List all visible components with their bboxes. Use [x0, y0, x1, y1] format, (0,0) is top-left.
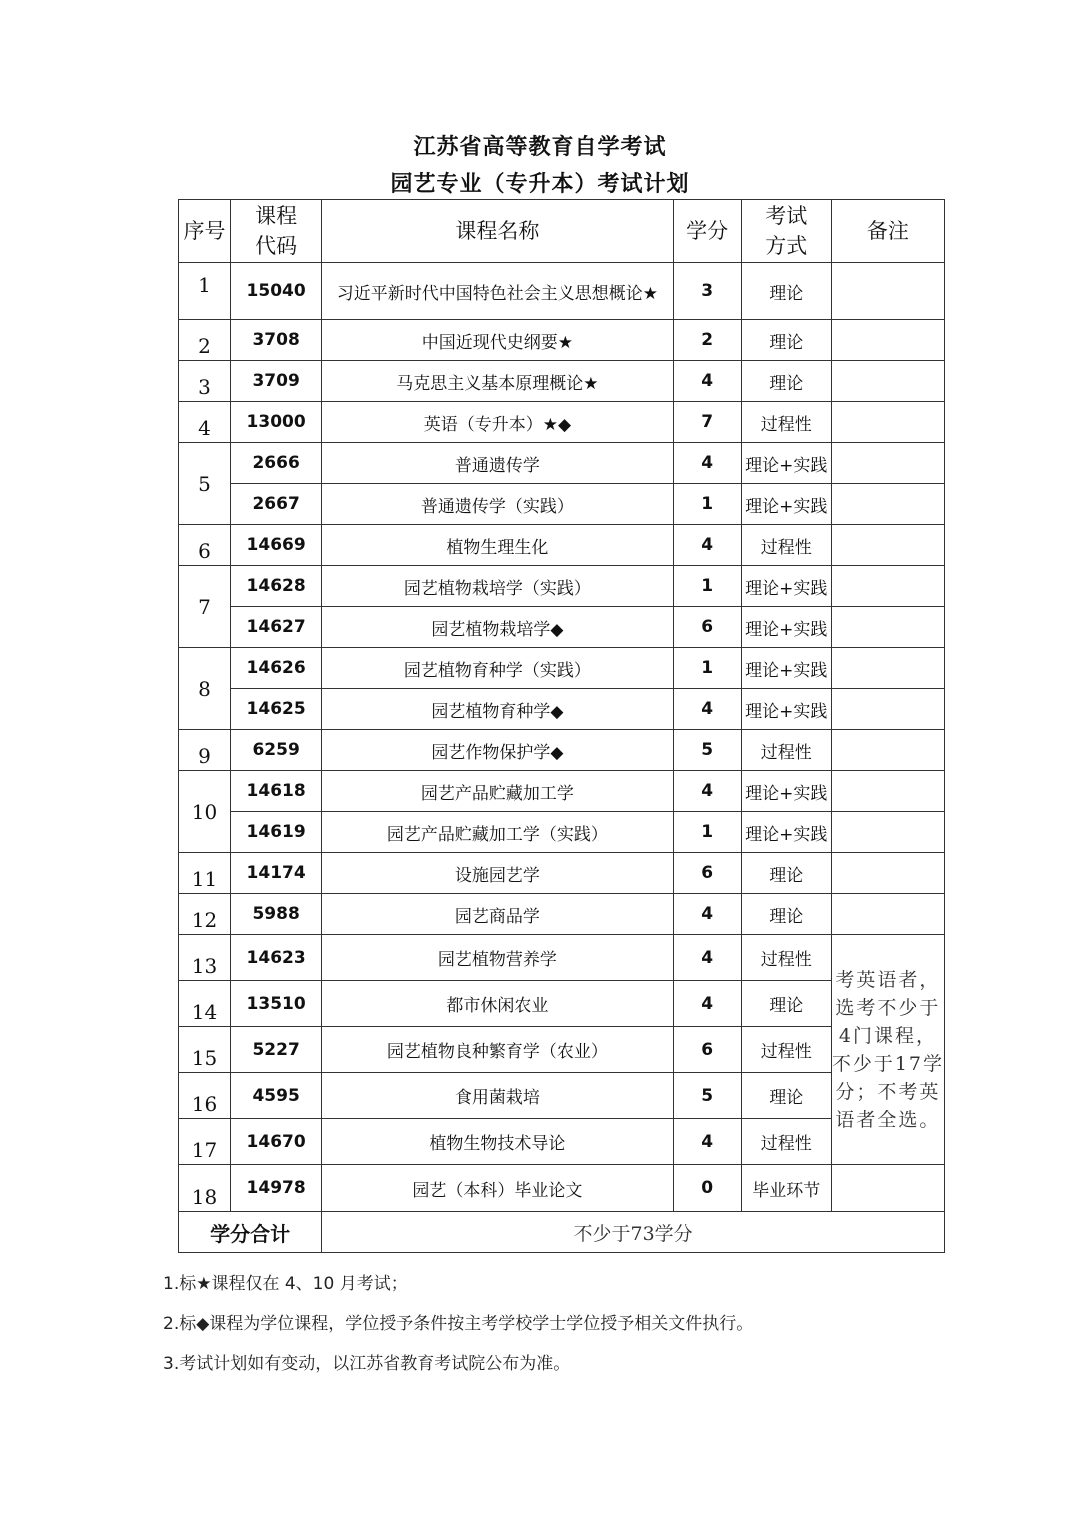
exam-mode: 理论 [741, 853, 831, 894]
table-row [179, 771, 945, 812]
course-code: 14627 [231, 607, 322, 648]
course-credit: 2 [673, 320, 741, 361]
course-credit: 4 [673, 935, 741, 981]
course-credit: 1 [673, 648, 741, 689]
course-code: 3708 [231, 320, 322, 361]
table-row [179, 361, 945, 402]
exam-mode: 毕业环节 [741, 1165, 831, 1212]
table-row [179, 1073, 945, 1119]
seq-cell: 6 [179, 525, 231, 566]
header-code [231, 200, 322, 263]
exam-mode: 过程性 [741, 1027, 831, 1073]
note-cell-empty [831, 853, 944, 894]
course-name: 英语（专升本）★◆ [322, 402, 673, 443]
table-row [179, 812, 945, 853]
seq-cell: 3 [179, 361, 231, 402]
course-code: 5988 [231, 894, 322, 935]
note-cell-empty [831, 607, 944, 648]
course-code: 3709 [231, 361, 322, 402]
seq-cell: 18 [179, 1165, 231, 1212]
table-row [179, 443, 945, 484]
seq-cell: 15 [179, 1027, 231, 1073]
header-name: 课程名称 [322, 200, 673, 263]
header-mode-line1: 考试 [765, 204, 808, 228]
note-cell-empty [831, 443, 944, 484]
course-credit: 4 [673, 981, 741, 1027]
course-name: 园艺植物栽培学（实践） [322, 566, 673, 607]
course-credit: 4 [673, 525, 741, 566]
header-credit: 学分 [673, 200, 741, 263]
header-code-line2: 代码 [255, 234, 298, 258]
course-credit: 1 [673, 812, 741, 853]
course-code: 14619 [231, 812, 322, 853]
note-cell-empty [831, 730, 944, 771]
course-name: 园艺植物营养学 [322, 935, 673, 981]
table-row [179, 263, 945, 320]
course-credit: 3 [673, 263, 741, 320]
table-row [179, 525, 945, 566]
course-credit: 4 [673, 361, 741, 402]
course-name: 食用菌栽培 [322, 1073, 673, 1119]
course-code: 14978 [231, 1165, 322, 1212]
course-name: 园艺商品学 [322, 894, 673, 935]
course-credit: 0 [673, 1165, 741, 1212]
course-credit: 1 [673, 484, 741, 525]
course-credit: 4 [673, 443, 741, 484]
footnote-star: 1.标★课程仅在 4、10 月考试； [163, 1274, 408, 1294]
seq-cell: 17 [179, 1119, 231, 1165]
exam-mode: 过程性 [741, 730, 831, 771]
course-code: 14174 [231, 853, 322, 894]
exam-mode: 过程性 [741, 935, 831, 981]
exam-mode: 理论 [741, 361, 831, 402]
course-name: 园艺产品贮藏加工学（实践） [322, 812, 673, 853]
elective-note: 考英语者，选考不少于4门课程，不少于17学分；不考英语者全选。 [831, 935, 944, 1165]
course-code: 14669 [231, 525, 322, 566]
header-note: 备注 [831, 200, 944, 263]
course-name: 园艺产品贮藏加工学 [322, 771, 673, 812]
course-credit: 5 [673, 1073, 741, 1119]
header-row [179, 200, 945, 263]
course-name: 马克思主义基本原理概论★ [322, 361, 673, 402]
course-code: 14623 [231, 935, 322, 981]
seq-cell: 13 [179, 935, 231, 981]
note-cell-empty [831, 648, 944, 689]
exam-plan-table [178, 199, 945, 1253]
course-name: 园艺（本科）毕业论文 [322, 1165, 673, 1212]
exam-mode: 理论+实践 [741, 771, 831, 812]
course-name: 都市休闲农业 [322, 981, 673, 1027]
note-cell-empty [831, 484, 944, 525]
course-credit: 4 [673, 894, 741, 935]
course-credit: 4 [673, 771, 741, 812]
course-name: 园艺作物保护学◆ [322, 730, 673, 771]
course-credit: 7 [673, 402, 741, 443]
course-code: 2666 [231, 443, 322, 484]
exam-mode: 过程性 [741, 525, 831, 566]
total-value: 不少于73学分 [322, 1212, 945, 1253]
note-cell-empty [831, 566, 944, 607]
note-cell-empty [831, 812, 944, 853]
course-name: 植物生物技术导论 [322, 1119, 673, 1165]
course-code: 14626 [231, 648, 322, 689]
exam-mode: 理论 [741, 320, 831, 361]
course-code: 4595 [231, 1073, 322, 1119]
exam-mode: 理论+实践 [741, 443, 831, 484]
note-cell-empty [831, 263, 944, 320]
exam-mode: 理论+实践 [741, 689, 831, 730]
page-subtitle: 园艺专业（专升本）考试计划 [390, 172, 690, 197]
course-name: 中国近现代史纲要★ [322, 320, 673, 361]
seq-cell: 4 [179, 402, 231, 443]
table-row [179, 853, 945, 894]
total-row [179, 1212, 945, 1253]
course-credit: 1 [673, 566, 741, 607]
exam-mode: 理论 [741, 263, 831, 320]
course-credit: 4 [673, 1119, 741, 1165]
course-code: 14625 [231, 689, 322, 730]
seq-cell: 5 [179, 443, 231, 525]
course-code: 13000 [231, 402, 322, 443]
exam-mode: 理论+实践 [741, 812, 831, 853]
table-row [179, 607, 945, 648]
note-cell-empty [831, 689, 944, 730]
course-code: 14628 [231, 566, 322, 607]
exam-mode: 理论+实践 [741, 484, 831, 525]
seq-cell: 14 [179, 981, 231, 1027]
seq-cell: 2 [179, 320, 231, 361]
table-row [179, 320, 945, 361]
seq-cell: 12 [179, 894, 231, 935]
course-code: 14618 [231, 771, 322, 812]
exam-mode: 理论+实践 [741, 648, 831, 689]
exam-mode: 过程性 [741, 1119, 831, 1165]
page-title: 江苏省高等教育自学考试 [413, 135, 667, 160]
table-row [179, 484, 945, 525]
exam-mode: 理论 [741, 981, 831, 1027]
table-row [179, 935, 945, 981]
course-credit: 6 [673, 1027, 741, 1073]
header-seq: 序号 [179, 200, 231, 263]
seq-cell: 8 [179, 648, 231, 730]
course-name: 园艺植物良种繁育学（农业） [322, 1027, 673, 1073]
seq-cell: 11 [179, 853, 231, 894]
seq-cell: 7 [179, 566, 231, 648]
footnote-diamond: 2.标◆课程为学位课程，学位授予条件按主考学校学士学位授予相关文件执行。 [163, 1314, 754, 1334]
exam-mode: 理论+实践 [741, 607, 831, 648]
exam-mode: 理论 [741, 1073, 831, 1119]
seq-cell: 1 [179, 263, 231, 320]
table-row [179, 402, 945, 443]
note-cell-empty [831, 320, 944, 361]
course-name: 园艺植物育种学（实践） [322, 648, 673, 689]
table-row [179, 981, 945, 1027]
course-name: 园艺植物育种学◆ [322, 689, 673, 730]
note-cell-empty [831, 771, 944, 812]
course-code: 5227 [231, 1027, 322, 1073]
course-name: 普通遗传学 [322, 443, 673, 484]
course-credit: 4 [673, 689, 741, 730]
table-row [179, 689, 945, 730]
exam-mode: 理论+实践 [741, 566, 831, 607]
note-cell-empty [831, 361, 944, 402]
course-code: 13510 [231, 981, 322, 1027]
course-code: 6259 [231, 730, 322, 771]
table-row [179, 894, 945, 935]
course-name: 园艺植物栽培学◆ [322, 607, 673, 648]
course-name: 植物生理生化 [322, 525, 673, 566]
exam-mode: 理论 [741, 894, 831, 935]
course-credit: 5 [673, 730, 741, 771]
table-row [179, 1027, 945, 1073]
footnote-changes: 3.考试计划如有变动，以江苏省教育考试院公布为准。 [163, 1354, 571, 1374]
note-cell-empty [831, 525, 944, 566]
course-credit: 6 [673, 853, 741, 894]
table-row [179, 1165, 945, 1212]
course-name: 普通遗传学（实践） [322, 484, 673, 525]
header-mode [741, 200, 831, 263]
note-cell-empty [831, 1165, 944, 1212]
seq-cell: 10 [179, 771, 231, 853]
header-code-line1: 课程 [255, 204, 298, 228]
course-code: 14670 [231, 1119, 322, 1165]
note-cell-empty [831, 894, 944, 935]
course-name: 设施园艺学 [322, 853, 673, 894]
course-code: 2667 [231, 484, 322, 525]
note-cell-empty [831, 402, 944, 443]
exam-mode: 过程性 [741, 402, 831, 443]
header-mode-line2: 方式 [765, 234, 808, 258]
table-row [179, 1119, 945, 1165]
total-label: 学分合计 [179, 1212, 322, 1253]
table-row [179, 730, 945, 771]
seq-cell: 9 [179, 730, 231, 771]
course-credit: 6 [673, 607, 741, 648]
table-row [179, 648, 945, 689]
table-row [179, 566, 945, 607]
seq-cell: 16 [179, 1073, 231, 1119]
course-code: 15040 [231, 263, 322, 320]
course-name: 习近平新时代中国特色社会主义思想概论★ [322, 263, 673, 320]
